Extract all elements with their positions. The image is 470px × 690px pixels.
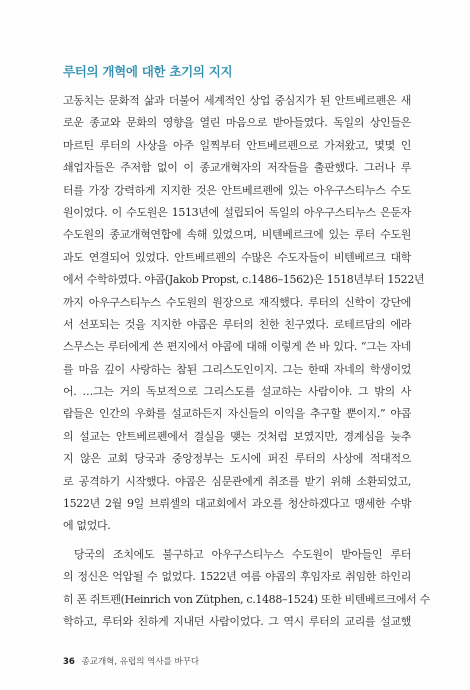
text-line: 고동치는 문화적 삶과 더불어 세계적인 상업 중심지가 된 안트베르펜은 새 — [63, 94, 411, 107]
text-line: 로 공격하기 시작했다. 야콥은 심문관에게 취조를 받기 위해 소환되었고, — [63, 474, 411, 488]
section-heading: 루터의 개혁에 대한 초기의 지지 — [63, 64, 233, 79]
text-line: 람들은 인간의 우화를 설교하든지 자신들의 이익을 추구할 뿐이지.” 야콥 — [63, 407, 411, 421]
text-line: 지 않은 교회 당국과 중앙정부는 도시에 퍼진 루터의 사상에 적대적으 — [63, 452, 411, 466]
text-line: 마르틴 루터의 사상을 아주 일찍부터 안트베르펜으로 가져왔고, 몇몇 인 — [63, 138, 411, 152]
text-line: 쇄업자들은 주저함 없이 이 종교개혁자의 저작들을 출판했다. 그러나 루 — [63, 161, 411, 175]
text-line: 터를 가장 강력하게 지지한 것은 안트베르펜에 있는 아우구스티누스 수도 — [63, 183, 411, 197]
text-line: 까지 아우구스티누스 수도원의 원장으로 재직했다. 루터의 신학이 강단에 — [63, 295, 411, 309]
paragraph-2 — [63, 544, 430, 634]
running-title: 종교개혁, 유럽의 역사를 바꾸다 — [81, 657, 200, 667]
text-line: 의 설교는 안트베르펜에서 결실을 맺는 것처럼 보였지만, 경계심을 늦추 — [63, 429, 411, 443]
text-line: 에 없었다. — [63, 519, 111, 533]
text-line: 원이었다. 이 수도원은 1513년에 설립되어 독일의 아우구스티누스 은둔자 — [63, 205, 411, 219]
text-line: 의 정신은 억압될 수 없었다. 1522년 여름 야콥의 후임자로 취임한 하인리 — [63, 570, 411, 584]
text-line: 에서 수학하였다. 야콥(Jakob Propst, c.1486–1562)은 1518년부터 1522년 — [63, 273, 425, 287]
text-line: 어. …그는 거의 독보적으로 그리스도를 설교하는 사람이야. 그 밖의 사 — [63, 385, 411, 399]
paragraph-1 — [63, 90, 425, 538]
text-line: 서 선포되는 것을 지지한 야콥은 루터의 친한 친구였다. 로테르담의 에라 — [63, 317, 411, 331]
text-line: 히 폰 쥐트펜(Heinrich von Zütphen, c.1488–1524) 또한 비텐베르크에서 수 — [63, 592, 430, 606]
text-line: 1522년 2월 9일 브뤼셀의 대교회에서 과오를 청산하겠다고 맹세한 수밖 — [63, 497, 411, 511]
text-line: 를 마음 깊이 사랑하는 참된 그리스도인이지. 그는 한때 자네의 학생이었 — [63, 362, 411, 376]
text-line: 수도원의 종교개혁연합에 속해 있었으며, 비텐베르크에 있는 루터 수도원 — [63, 228, 411, 242]
page-footer — [63, 655, 199, 667]
text-line: 로운 종교와 문화의 영향을 열린 마음으로 받아들였다. 독일의 상인들은 — [63, 116, 411, 130]
text-line: 과도 연결되어 있었다. 안트베르펜의 수많은 수도자들이 비텐베르크 대학 — [63, 250, 411, 264]
text-line: 학하고, 루터와 친하게 지내던 사람이었다. 그 역시 루터의 교리를 설교했 — [63, 614, 411, 628]
page-number: 36 — [63, 657, 75, 667]
body-text — [63, 90, 430, 633]
text-line: 당국의 조치에도 불구하고 아우구스티누스 수도원이 받아들인 루터 — [74, 547, 411, 561]
text-line: 스무스는 루터에게 쓴 편지에서 야콥에 대해 이렇게 쓴 바 있다. “그는 자네 — [63, 340, 411, 354]
